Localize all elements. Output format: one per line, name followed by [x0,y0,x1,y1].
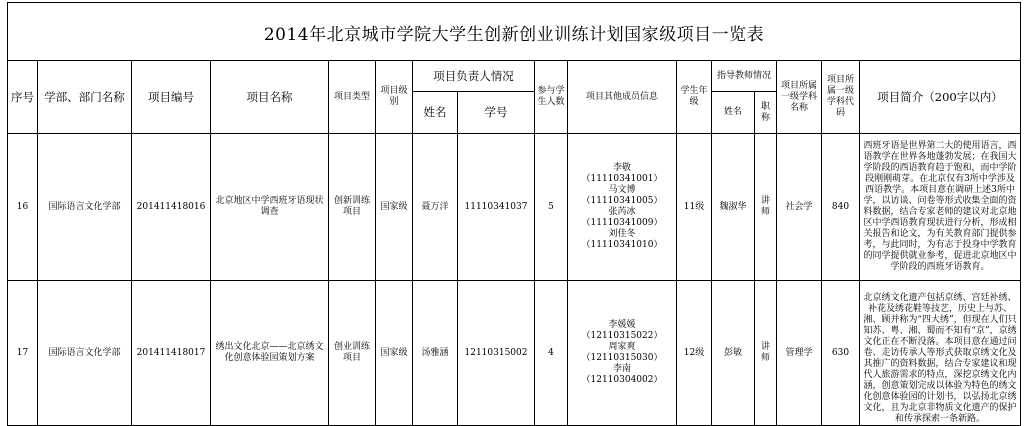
cell-discipline-code: 630 [822,281,860,426]
cell-leader-name: 汤雅涵 [413,281,458,426]
cell-other-members [568,281,677,426]
member-line: （11110341010） [581,240,663,250]
header-department: 学部、部门名称 [38,61,132,134]
cell-project-type: 创业训练项目 [329,281,376,426]
cell-discipline-code: 840 [822,134,860,281]
header-project-name: 项目名称 [211,61,329,134]
cell-leader-id: 12110315002 [458,281,535,426]
member-line: 马文博 [608,185,636,195]
project-table [7,60,1021,426]
table-row [8,281,1021,426]
cell-project-level: 国家级 [376,134,413,281]
member-line: 张芮冰 [608,207,636,217]
header-leader-id: 学号 [458,92,535,134]
cell-summary: 北京绣文化遗产包括京绣、宫廷补绣、补花及绣花鞋等技艺，历史上与苏、湘、顾并称为“四大绣”，但现在人们只知苏、粤、湘、蜀而不知有“京”，京绣文化正在不断没落。本项目意在通过问卷、走访传承人等形式获取京绣文化及其推广的资料数据，结合专家建议和现代人旅游需求的特点，深挖京绣文化内涵，创意策划完成以体验为特色的绣文化创意体验园的计划书，以弘扬北京绣文化，且为北京非物质文化遗产的保护和传承探索一条新路。 [860,281,1021,426]
member-line: 李敬 [612,163,631,173]
cell-project-name: 北京地区中学西班牙语现状调查 [211,134,329,281]
cell-advisor-name: 彭敏 [712,281,755,426]
cell-discipline: 管理学 [777,281,822,426]
cell-summary: 西班牙语是世界第二大的使用语言，西语教学在世界各地蓬勃发展；在我国大学阶段的西语教育趋于饱和，而中学阶段刚刚萌芽。在北京仅有3所中学涉及西语教学。本项目意在调研上述3所中学，以访谈、问卷等形式收集全面的资料数据，结合专家老师的建议对北京地区中学西语教育现状进行分析，形成相关报告和论文，为有关教育部门提供参考，与此同时，为有志于投身中学教育的同学提供就业参考，促进北京地区中学阶段的西班牙语教育。 [860,134,1021,281]
cell-project-type: 创新训练项目 [329,134,376,281]
header-project-level: 项目级别 [376,61,413,134]
cell-participant-count: 4 [535,281,568,426]
header-discipline: 项目所属一级学科名称 [777,61,822,134]
cell-project-code: 201411418016 [132,134,211,281]
cell-project-code: 201411418017 [132,281,211,426]
header-other-members: 项目其他成员信息 [568,61,677,134]
member-line: 李南 [612,364,631,374]
header-summary: 项目简介（200字以内） [860,61,1021,134]
header-advisor-title: 职称 [755,92,777,134]
header-leader-name: 姓名 [413,92,458,134]
member-line: （12110315030） [581,353,663,363]
header-student-grade: 学生年级 [677,61,712,134]
header-leader-group: 项目负责人情况 [413,61,535,92]
member-line: 李媛媛 [608,320,636,330]
header-row-1 [8,61,1021,92]
cell-leader-name: 聂万洋 [413,134,458,281]
header-discipline-code: 项目所属一级学科代码 [822,61,860,134]
member-line: （11110341009） [581,218,663,228]
header-project-type: 项目类型 [329,61,376,134]
member-line: （11110341005） [581,196,663,206]
sheet-title: 2014年北京城市学院大学生创新创业训练计划国家级项目一览表 [7,2,1021,61]
member-line: 刘佳冬 [608,229,636,239]
cell-advisor-title: 讲师 [755,281,777,426]
header-advisor-name: 姓名 [712,92,755,134]
header-advisor-group: 指导教师情况 [712,61,777,92]
cell-project-name: 绣出文化北京——北京绣文化创意体验园策划方案 [211,281,329,426]
cell-project-level: 国家级 [376,281,413,426]
cell-advisor-name: 魏淑华 [712,134,755,281]
cell-leader-id: 11110341037 [458,134,535,281]
table-row [8,134,1021,281]
cell-other-members [568,134,677,281]
cell-discipline: 社会学 [777,134,822,281]
cell-student-grade: 11级 [677,134,712,281]
cell-department: 国际语言文化学部 [38,281,132,426]
cell-index: 16 [8,134,38,281]
header-index: 序号 [8,61,38,134]
member-line: （11110341001） [581,174,663,184]
cell-student-grade: 12级 [677,281,712,426]
header-participant-count: 参与学生人数 [535,61,568,134]
member-line: 周家爽 [608,342,636,352]
cell-department: 国际语言文化学部 [38,134,132,281]
member-line: （12110315022） [581,331,663,341]
cell-advisor-title: 讲师 [755,134,777,281]
header-project-code: 项目编号 [132,61,211,134]
cell-index: 17 [8,281,38,426]
cell-participant-count: 5 [535,134,568,281]
member-line: （12110304002） [581,375,663,385]
